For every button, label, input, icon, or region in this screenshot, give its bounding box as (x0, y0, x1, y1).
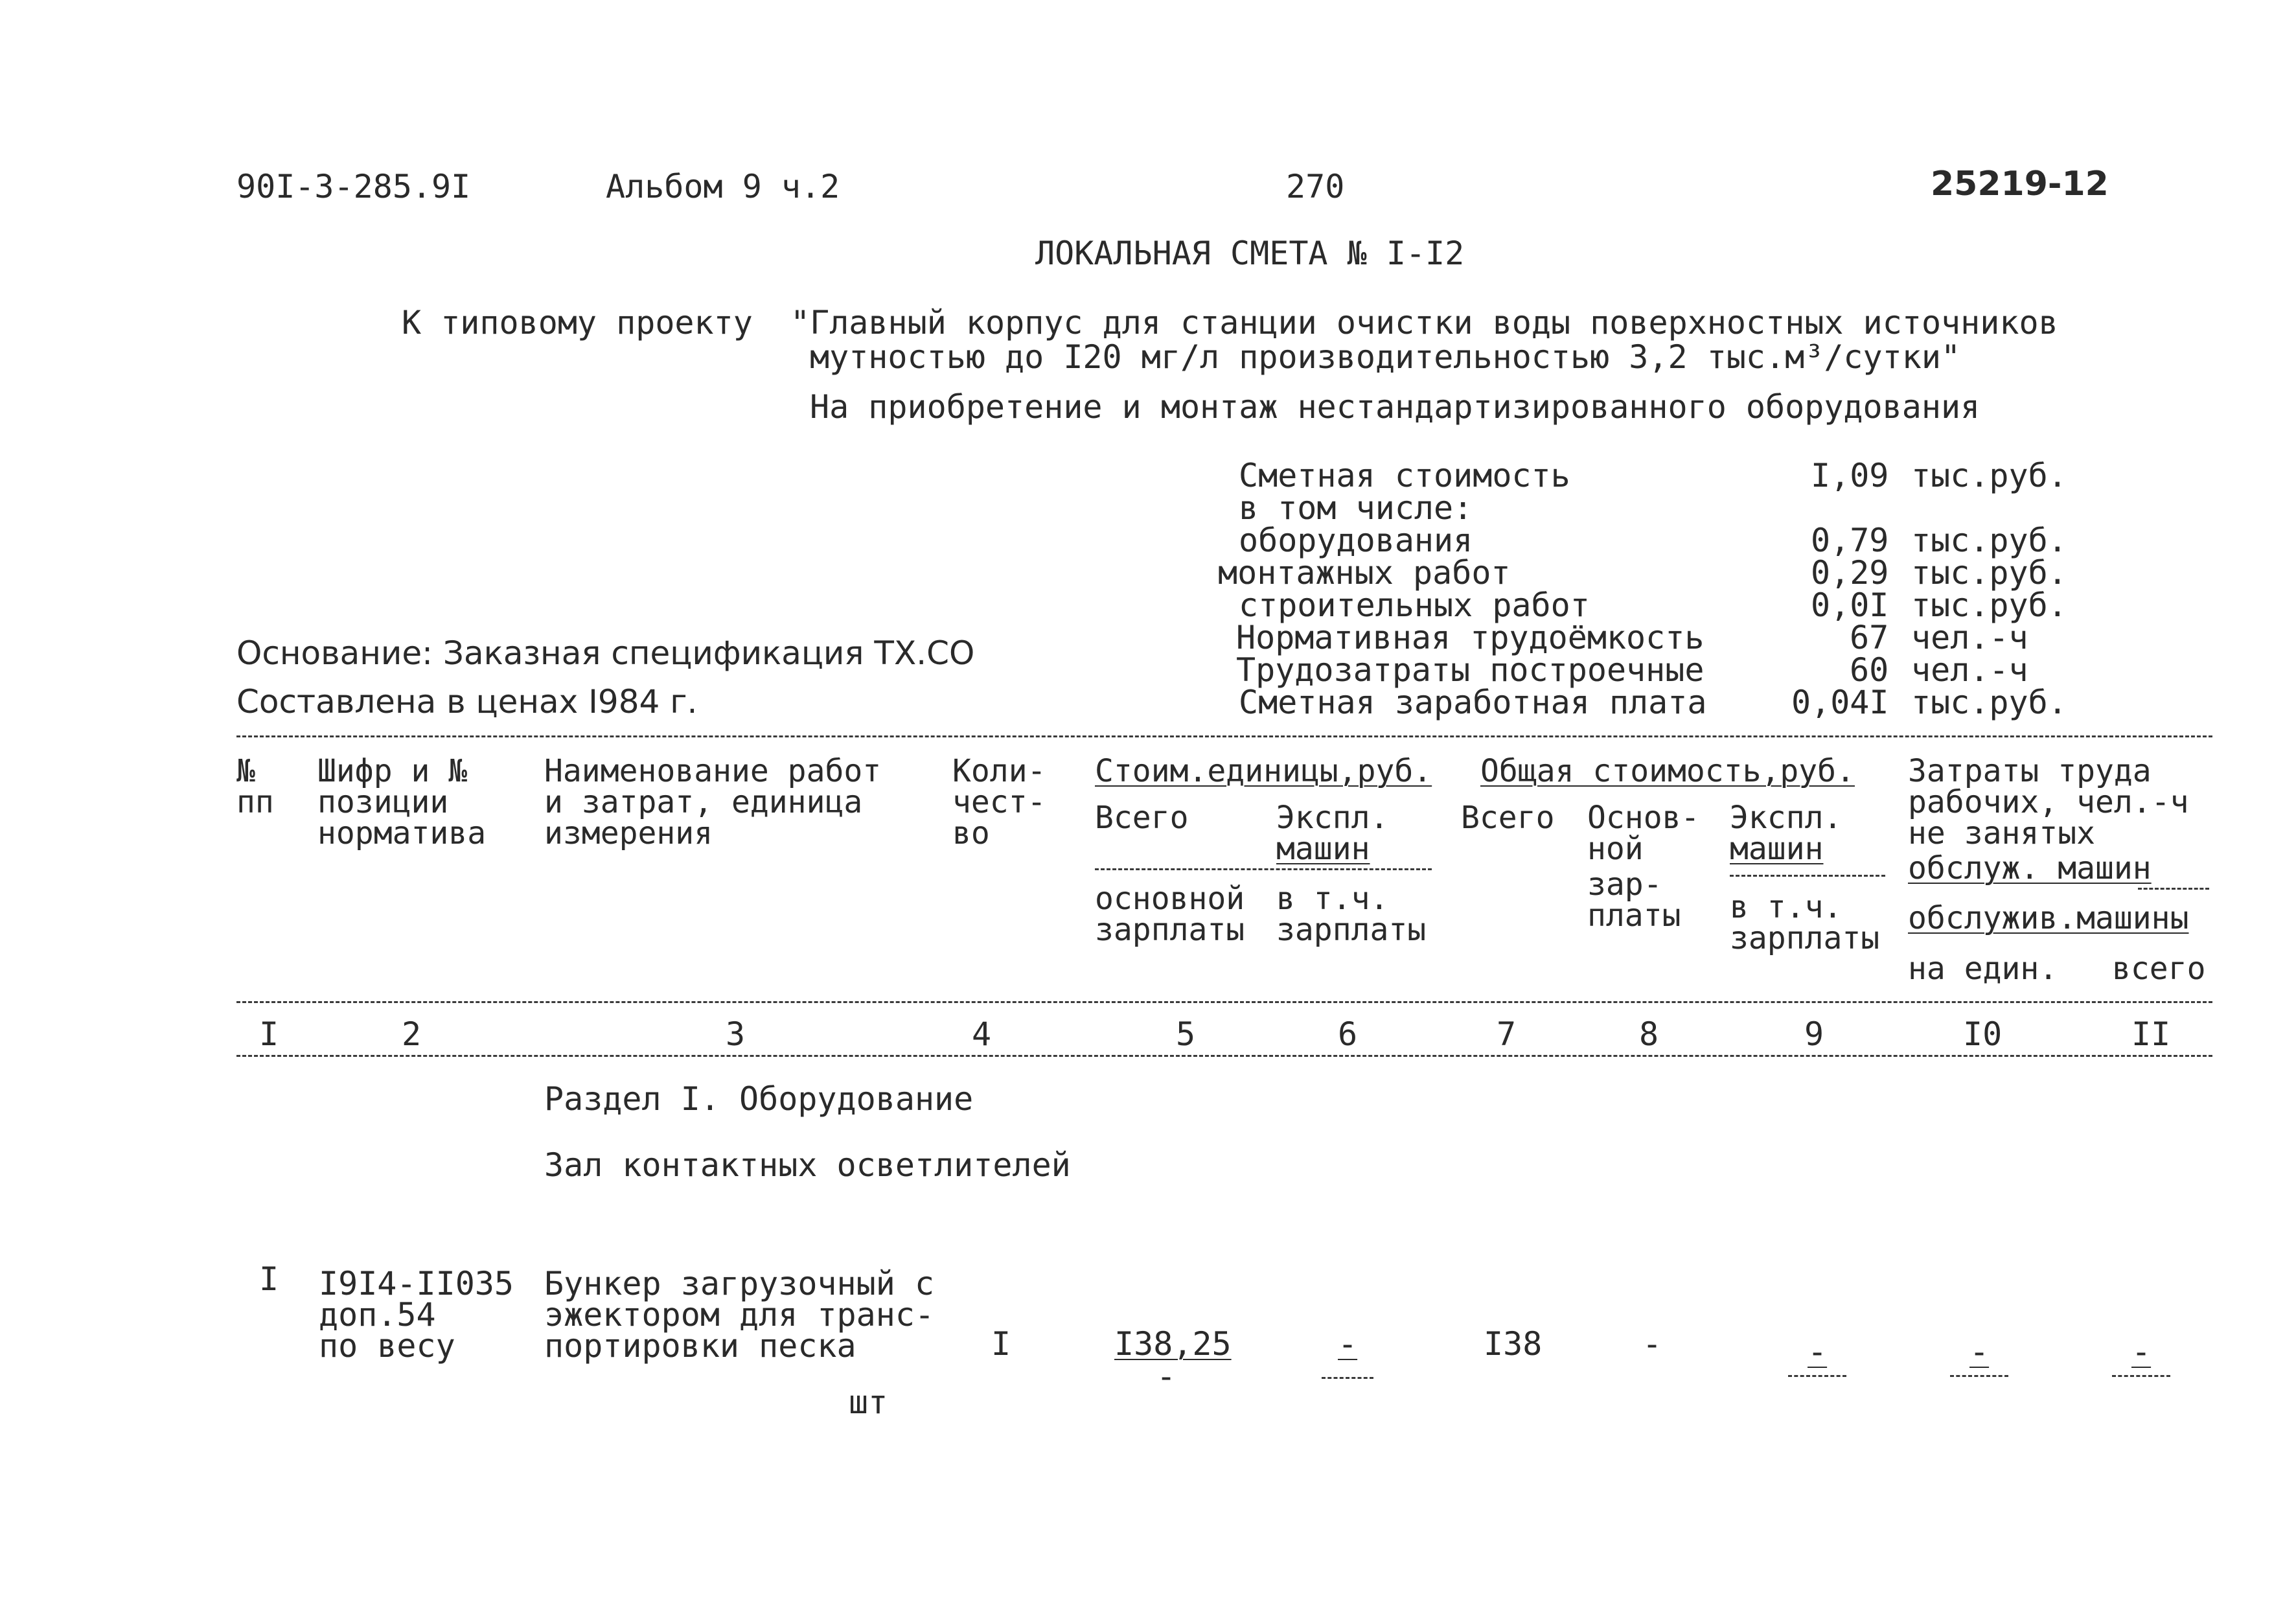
summary-label: в том числе: (1239, 489, 1473, 527)
summary-label: Сметная стоимость (1239, 457, 1570, 494)
header-sub-rule (1095, 868, 1432, 870)
summary-unit: тыс.руб. (1911, 457, 2067, 494)
labor-unit-header: на един. (1908, 951, 2058, 987)
project-purpose: На приобретение и монтаж нестандартизированного оборудования (810, 388, 1980, 426)
labor-per-unit: - (1969, 1333, 1990, 1370)
item-name: Бункер загрузочный с (544, 1265, 935, 1302)
fraction-rule (1322, 1377, 1373, 1379)
project-name-line2: мутностью до I20 мг/л производительностью 3,2 тыс.м³/сутки" (810, 338, 1961, 376)
col8-header: ной (1587, 831, 1644, 867)
row-number: I (259, 1260, 279, 1298)
section-heading: Раздел I. Оборудование (544, 1080, 974, 1118)
summary-label: строительных работ (1239, 586, 1590, 624)
col6-header: зарплаты (1276, 912, 1427, 948)
column-number: I0 (1963, 1015, 2003, 1053)
col2-header: норматива (317, 815, 487, 851)
column-number: 4 (972, 1015, 992, 1053)
col1-header: пп (236, 784, 274, 820)
norm-code: по весу (319, 1327, 455, 1365)
unit-cost-group-header: Стоим.единицы,руб. (1095, 753, 1432, 789)
total-cost: I38 (1484, 1325, 1543, 1363)
summary-label: Сметная заработная плата (1239, 684, 1707, 721)
labor-group-header: Затраты труда (1908, 753, 2152, 789)
summary-value: 0,79 (1811, 522, 1889, 559)
labor-total-header: всего (2112, 951, 2206, 987)
col4-header: чест- (952, 784, 1046, 820)
norm-code: доп.54 (319, 1296, 436, 1334)
item-name: эжектором для транс- (544, 1296, 935, 1334)
col1-header: № (236, 753, 255, 789)
summary-label: Трудозатраты построечные (1236, 651, 1705, 689)
item-unit: шт (849, 1383, 888, 1421)
column-numbers-bottom-rule (236, 1055, 2212, 1057)
header-sub-rule (1730, 875, 1885, 877)
summary-value: 0,04I (1791, 684, 1889, 721)
header-sub-rule (2138, 888, 2209, 890)
labor-group-header: обслуж. машин (1908, 850, 2152, 886)
project-prefix: К типовому проекту (402, 304, 753, 341)
fraction-rule (2112, 1375, 2170, 1377)
summary-unit: тыс.руб. (1911, 522, 2067, 559)
column-number: 3 (726, 1015, 746, 1053)
fraction-rule (1788, 1375, 1846, 1377)
unit-cost-total: I38,25 (1114, 1325, 1232, 1363)
total-cost-machines: - (1808, 1333, 1828, 1370)
labor-group-header: обслужив.машины (1908, 900, 2189, 936)
summary-label: монтажных работ (1218, 554, 1511, 592)
column-number: I (259, 1015, 279, 1053)
page-number: 270 (1286, 168, 1345, 205)
column-numbers-top-rule (236, 1001, 2212, 1003)
col8-header: Основ- (1587, 800, 1700, 836)
price-base-note: Составлена в ценах I984 г. (236, 683, 698, 721)
norm-code: I9I4-II035 (319, 1265, 514, 1302)
labor-group-header: не занятых (1908, 815, 2095, 851)
col9-header: в т.ч. (1730, 889, 1843, 925)
col9-header: Экспл. (1730, 800, 1843, 836)
summary-value: 60 (1850, 651, 1889, 689)
col2-header: Шифр и № (317, 753, 468, 789)
unit-cost-machines: - (1338, 1325, 1358, 1363)
project-name-line1: "Главный корпус для станции очистки воды поверхностных источников (790, 304, 2058, 341)
document-code: 90I-3-285.9I (236, 168, 471, 205)
unit-cost-wage: - (1156, 1358, 1177, 1395)
header-top-rule (236, 735, 2212, 737)
col8-header: платы (1587, 897, 1681, 934)
total-cost-main-wage: - (1642, 1325, 1662, 1363)
summary-value: 67 (1850, 619, 1889, 656)
col4-header: во (952, 815, 990, 851)
col5-header: зарплаты (1095, 912, 1245, 948)
col7-header: Всего (1461, 800, 1555, 836)
col3-header: Наименование работ (544, 753, 882, 789)
summary-value: I,09 (1811, 457, 1889, 494)
col9-header: зарплаты (1730, 920, 1880, 956)
labor-total: - (2131, 1333, 2152, 1370)
col3-header: и затрат, единица (544, 784, 863, 820)
column-number: 8 (1639, 1015, 1659, 1053)
col8-header: зар- (1587, 866, 1662, 903)
summary-unit: тыс.руб. (1911, 554, 2067, 592)
col6-header: Экспл. (1276, 800, 1389, 836)
col2-header: позиции (317, 784, 449, 820)
col6-header: в т.ч. (1276, 881, 1389, 917)
column-number: 6 (1338, 1015, 1358, 1053)
total-cost-group-header: Общая стоимость,руб. (1480, 753, 1855, 789)
col4-header: Коли- (952, 753, 1046, 789)
summary-unit: чел.-ч (1911, 619, 2028, 656)
subsection-heading: Зал контактных осветлителей (544, 1146, 1071, 1184)
item-name: портировки песка (544, 1327, 856, 1365)
sheet-code: 25219-12 (1931, 165, 2109, 203)
summary-unit: тыс.руб. (1911, 684, 2067, 721)
album-label: Альбом 9 ч.2 (606, 168, 840, 205)
summary-value: 0,0I (1811, 586, 1889, 624)
summary-label: оборудования (1239, 522, 1473, 559)
column-number: 9 (1804, 1015, 1824, 1053)
col6-header: машин (1276, 831, 1370, 867)
col3-header: измерения (544, 815, 713, 851)
column-number: 7 (1497, 1015, 1517, 1053)
col9-header: машин (1730, 831, 1824, 867)
column-number: II (2131, 1015, 2171, 1053)
column-number: 5 (1176, 1015, 1196, 1053)
item-quantity: I (991, 1325, 1011, 1363)
summary-unit: тыс.руб. (1911, 586, 2067, 624)
summary-unit: чел.-ч (1911, 651, 2028, 689)
summary-label: Нормативная трудоёмкость (1236, 619, 1705, 656)
summary-value: 0,29 (1811, 554, 1889, 592)
column-number: 2 (402, 1015, 422, 1053)
basis-note: Основание: Заказная спецификация ТХ.СО (236, 634, 975, 672)
col5-header: основной (1095, 881, 1245, 917)
labor-group-header: рабочих, чел.-ч (1908, 784, 2189, 820)
col5-header: Всего (1095, 800, 1189, 836)
fraction-rule (1950, 1375, 2008, 1377)
document-title: ЛОКАЛЬНАЯ СМЕТА № I-I2 (1035, 235, 1465, 272)
